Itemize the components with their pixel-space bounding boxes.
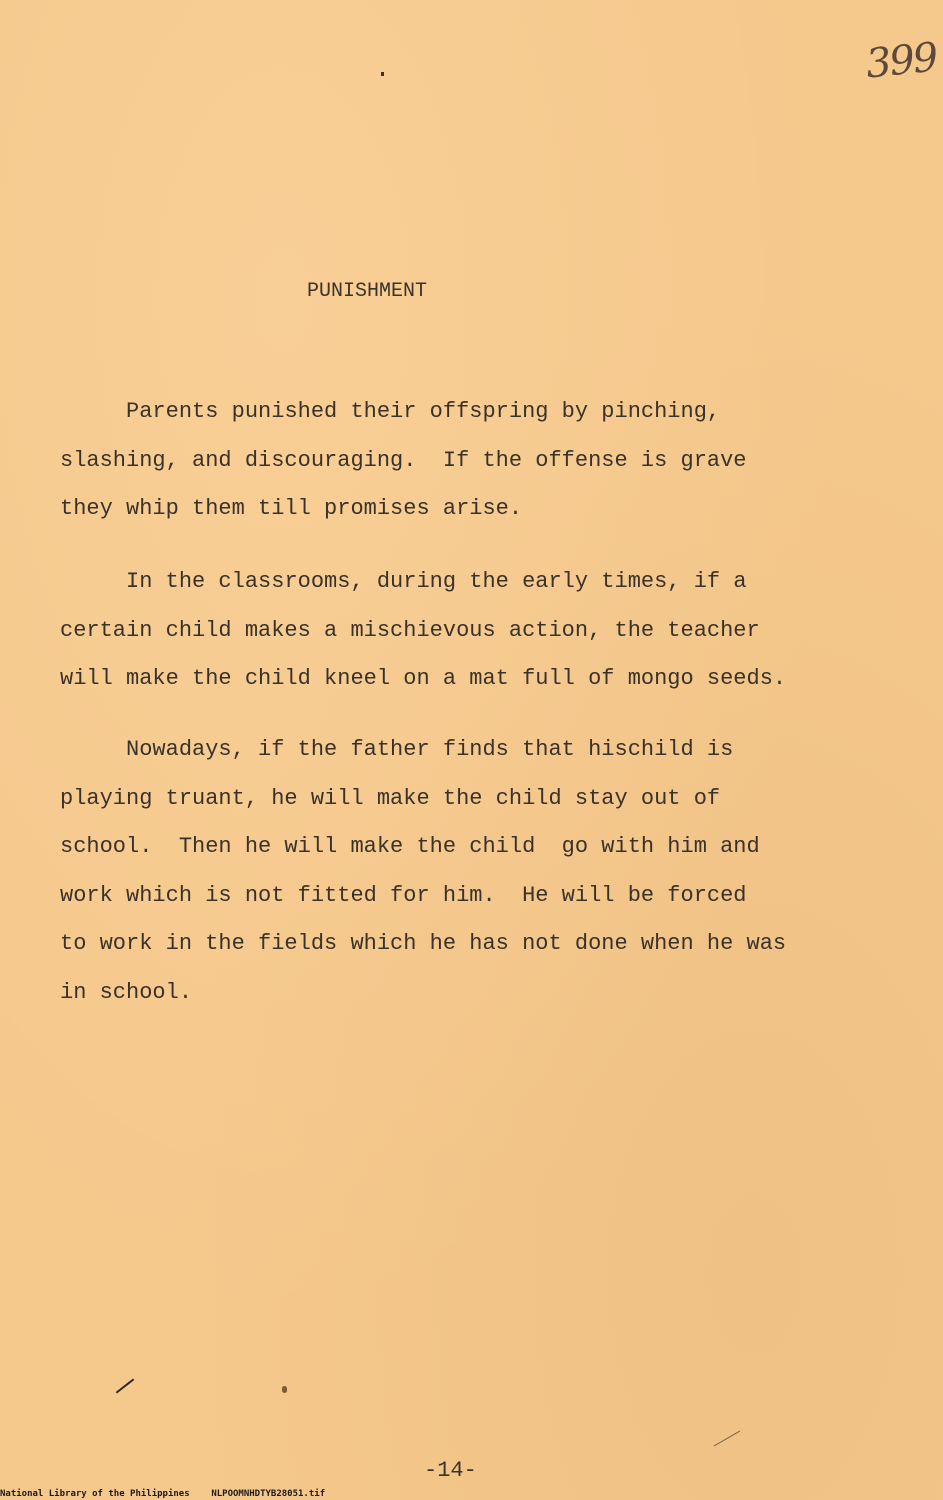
pencil-stroke bbox=[116, 1378, 135, 1393]
pencil-stroke bbox=[714, 1431, 740, 1447]
stray-mark bbox=[381, 72, 384, 76]
paragraph-2: In the classrooms, during the early times, if a certain child makes a mischievous action, the teacher will make the child kneel on a mat full of mongo seeds. bbox=[60, 569, 787, 691]
scan-footer: National Library of the Philippines NLPOOMNHDTYB28051.tif bbox=[0, 1489, 326, 1499]
page-title: PUNISHMENT bbox=[307, 280, 428, 303]
paragraph-1: Parents punished their offspring by pinching, slashing, and discouraging. If the offense is grave they whip them till promises arise. bbox=[60, 399, 747, 521]
paragraph-3: Nowadays, if the father finds that hischild is playing truant, he will make the child stay out of school. Then he will make the child go with him and work which is not fitted for him. He will be forced to work in the fields which he has not done when he was in school. bbox=[60, 737, 787, 1005]
page-number: -14- bbox=[424, 1458, 477, 1483]
stray-mark bbox=[282, 1386, 287, 1393]
folio-number: 399 bbox=[863, 34, 939, 88]
